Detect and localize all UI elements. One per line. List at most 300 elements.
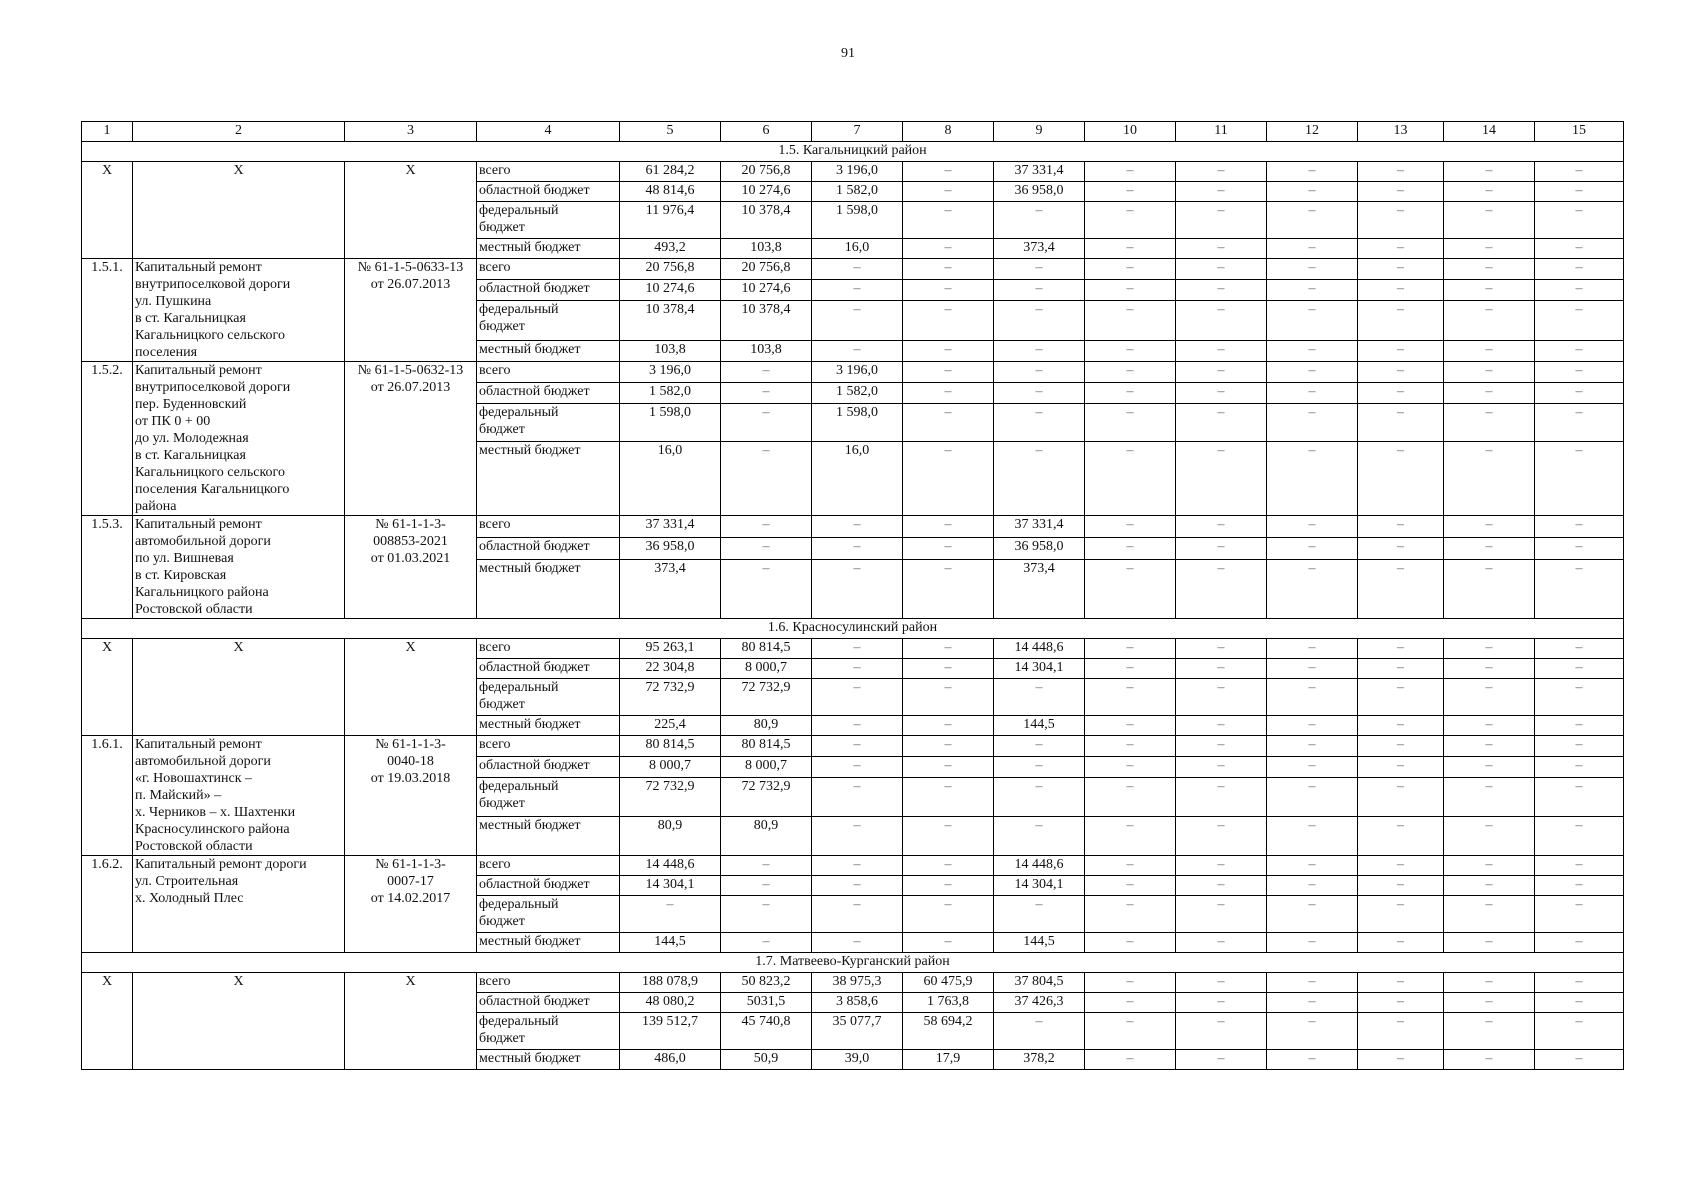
object-name: [133, 516, 345, 619]
amount-cell: 48 080,2: [620, 993, 721, 1013]
amount-cell: –: [903, 716, 994, 736]
amount-cell: –: [1176, 516, 1267, 538]
amount-cell: –: [1267, 736, 1358, 757]
cell-line: х. Черников – х. Шахтенки: [135, 805, 296, 820]
amount-cell: –: [1358, 973, 1444, 993]
amount-cell: –: [1176, 778, 1267, 817]
amount-cell: –: [1535, 280, 1624, 301]
document-number: [345, 162, 477, 259]
document-number: [345, 259, 477, 362]
amount-cell: –: [1176, 182, 1267, 202]
amount-cell: –: [1267, 537, 1358, 559]
amount-cell: –: [620, 896, 721, 933]
funding-source: [477, 679, 620, 716]
cell-line: от 14.02.2017: [370, 891, 451, 906]
table-row: [82, 973, 1624, 993]
amount-cell: –: [903, 537, 994, 559]
amount-cell: –: [1176, 537, 1267, 559]
amount-cell: 10 274,6: [620, 280, 721, 301]
cell-line: местный бюджет: [479, 1051, 581, 1066]
column-number-cell: 5: [620, 122, 721, 142]
funding-source: [477, 993, 620, 1013]
amount-cell: –: [903, 301, 994, 340]
amount-cell: –: [994, 301, 1085, 340]
amount-cell: –: [1085, 280, 1176, 301]
funding-source: [477, 817, 620, 856]
amount-cell: 11 976,4: [620, 202, 721, 239]
item-code: Х: [82, 639, 133, 736]
amount-cell: –: [1535, 736, 1624, 757]
amount-cell: –: [1444, 162, 1535, 182]
funding-source: [477, 403, 620, 442]
amount-cell: –: [1267, 778, 1358, 817]
amount-cell: –: [1535, 1050, 1624, 1070]
amount-cell: –: [1267, 239, 1358, 259]
amount-cell: 58 694,2: [903, 1013, 994, 1050]
amount-cell: –: [1085, 239, 1176, 259]
cell-line: № 61-1-1-3-: [375, 737, 446, 752]
amount-cell: 14 448,6: [994, 639, 1085, 659]
amount-cell: –: [1176, 973, 1267, 993]
amount-cell: –: [1267, 280, 1358, 301]
amount-cell: 80,9: [620, 817, 721, 856]
cell-line: областной бюджет: [479, 538, 590, 554]
amount-cell: –: [1444, 993, 1535, 1013]
cell-line: пер. Буденновский: [135, 397, 247, 412]
amount-cell: –: [1267, 679, 1358, 716]
cell-line: федеральный: [479, 1014, 559, 1029]
cell-line: бюджет: [479, 1031, 525, 1046]
amount-cell: –: [1267, 716, 1358, 736]
amount-cell: 20 756,8: [721, 259, 812, 280]
amount-cell: 1 598,0: [620, 403, 721, 442]
amount-cell: –: [1267, 856, 1358, 876]
amount-cell: –: [1085, 1013, 1176, 1050]
amount-cell: –: [903, 202, 994, 239]
amount-cell: 373,4: [620, 559, 721, 618]
amount-cell: –: [1535, 896, 1624, 933]
amount-cell: –: [1444, 202, 1535, 239]
funding-source: [477, 239, 620, 259]
amount-cell: –: [1444, 362, 1535, 383]
page-number: 91: [841, 46, 855, 61]
amount-cell: –: [1444, 403, 1535, 442]
amount-cell: –: [1535, 537, 1624, 559]
cell-line: областной бюджет: [479, 183, 590, 198]
amount-cell: –: [721, 537, 812, 559]
amount-cell: –: [1267, 362, 1358, 383]
amount-cell: –: [721, 362, 812, 383]
amount-cell: –: [1358, 817, 1444, 856]
amount-cell: –: [721, 896, 812, 933]
funding-source: [477, 202, 620, 239]
amount-cell: –: [1535, 639, 1624, 659]
amount-cell: 37 331,4: [620, 516, 721, 538]
amount-cell: –: [812, 679, 903, 716]
amount-cell: –: [1085, 537, 1176, 559]
amount-cell: 37 331,4: [994, 516, 1085, 538]
amount-cell: –: [1085, 896, 1176, 933]
amount-cell: 14 304,1: [994, 876, 1085, 896]
column-number-cell: 2: [133, 122, 345, 142]
amount-cell: –: [903, 639, 994, 659]
amount-cell: 45 740,8: [721, 1013, 812, 1050]
object-name: [133, 736, 345, 856]
cell-line: от 26.07.2013: [370, 380, 451, 395]
amount-cell: –: [1176, 259, 1267, 280]
cell-line: областной бюджет: [479, 383, 590, 399]
cell-line: № 61-1-5-0632-13: [357, 363, 464, 378]
cell-line: внутрипоселковой дороги: [135, 380, 291, 395]
amount-cell: –: [903, 933, 994, 953]
amount-cell: –: [1358, 403, 1444, 442]
amount-cell: –: [721, 382, 812, 403]
amount-cell: –: [1444, 239, 1535, 259]
amount-cell: –: [1535, 1013, 1624, 1050]
funding-source: [477, 659, 620, 679]
amount-cell: –: [1085, 716, 1176, 736]
amount-cell: –: [1267, 1013, 1358, 1050]
amount-cell: –: [1535, 778, 1624, 817]
amount-cell: –: [1444, 659, 1535, 679]
column-number-cell: 7: [812, 122, 903, 142]
funding-source: [477, 340, 620, 361]
amount-cell: –: [1535, 933, 1624, 953]
amount-cell: –: [1267, 403, 1358, 442]
cell-line: х. Холодный Плес: [135, 891, 244, 906]
amount-cell: 1 598,0: [812, 403, 903, 442]
amount-cell: –: [1176, 1050, 1267, 1070]
object-name: [133, 639, 345, 736]
amount-cell: –: [1358, 856, 1444, 876]
amount-cell: –: [903, 340, 994, 361]
amount-cell: –: [812, 559, 903, 618]
amount-cell: 37 331,4: [994, 162, 1085, 182]
amount-cell: –: [1267, 162, 1358, 182]
amount-cell: –: [1085, 259, 1176, 280]
amount-cell: –: [1444, 973, 1535, 993]
cell-line: бюджет: [479, 421, 525, 437]
cell-line: бюджет: [479, 697, 525, 712]
amount-cell: 95 263,1: [620, 639, 721, 659]
amount-cell: –: [994, 736, 1085, 757]
amount-cell: –: [1085, 973, 1176, 993]
amount-cell: 17,9: [903, 1050, 994, 1070]
amount-cell: –: [812, 516, 903, 538]
funding-source: [477, 896, 620, 933]
amount-cell: –: [1085, 442, 1176, 516]
amount-cell: –: [994, 778, 1085, 817]
amount-cell: –: [1444, 182, 1535, 202]
object-name: [133, 362, 345, 516]
amount-cell: –: [1085, 382, 1176, 403]
object-name: [133, 162, 345, 259]
document-number: [345, 362, 477, 516]
cell-line: Х: [405, 163, 416, 178]
funding-source: [477, 280, 620, 301]
amount-cell: –: [1358, 182, 1444, 202]
column-number-cell: 1: [82, 122, 133, 142]
table-row: [82, 362, 1624, 383]
object-name: [133, 259, 345, 362]
amount-cell: –: [1267, 933, 1358, 953]
cell-line: «г. Новошахтинск –: [135, 771, 253, 786]
amount-cell: –: [1535, 559, 1624, 618]
amount-cell: –: [1358, 896, 1444, 933]
cell-line: поселения: [135, 345, 198, 360]
amount-cell: 48 814,6: [620, 182, 721, 202]
table-row: [82, 162, 1624, 182]
amount-cell: –: [1085, 182, 1176, 202]
amount-cell: 144,5: [994, 933, 1085, 953]
amount-cell: –: [1358, 239, 1444, 259]
cell-line: района: [135, 499, 177, 514]
cell-line: в ст. Кировская: [135, 568, 227, 583]
item-code: 1.5.2.: [82, 362, 133, 516]
cell-line: Кагальницкого сельского: [135, 465, 285, 480]
amount-cell: –: [1535, 162, 1624, 182]
amount-cell: –: [1085, 659, 1176, 679]
amount-cell: 486,0: [620, 1050, 721, 1070]
amount-cell: –: [1358, 162, 1444, 182]
funding-source: [477, 757, 620, 778]
funding-source: [477, 442, 620, 516]
cell-line: бюджет: [479, 796, 525, 812]
amount-cell: 103,8: [620, 340, 721, 361]
amount-cell: –: [903, 382, 994, 403]
column-number-cell: 6: [721, 122, 812, 142]
column-number-row: [82, 122, 1624, 142]
column-number-cell: 15: [1535, 122, 1624, 142]
amount-cell: 493,2: [620, 239, 721, 259]
cell-line: местный бюджет: [479, 717, 581, 732]
amount-cell: 225,4: [620, 716, 721, 736]
amount-cell: –: [1535, 442, 1624, 516]
amount-cell: –: [994, 757, 1085, 778]
cell-line: бюджет: [479, 914, 525, 929]
amount-cell: –: [1444, 442, 1535, 516]
cell-line: федеральный: [479, 779, 559, 795]
amount-cell: –: [1267, 182, 1358, 202]
amount-cell: –: [1358, 736, 1444, 757]
amount-cell: 20 756,8: [721, 162, 812, 182]
amount-cell: 373,4: [994, 559, 1085, 618]
cell-line: Х: [405, 640, 416, 655]
amount-cell: –: [1267, 516, 1358, 538]
amount-cell: –: [1085, 162, 1176, 182]
amount-cell: 103,8: [721, 239, 812, 259]
cell-line: всего: [479, 517, 511, 532]
amount-cell: –: [1176, 162, 1267, 182]
cell-line: Х: [405, 974, 416, 989]
amount-cell: –: [1176, 993, 1267, 1013]
amount-cell: –: [1085, 736, 1176, 757]
cell-line: п. Майский» –: [135, 788, 222, 803]
amount-cell: 1 582,0: [812, 182, 903, 202]
cell-line: № 61-1-5-0633-13: [357, 260, 464, 275]
amount-cell: –: [1535, 757, 1624, 778]
amount-cell: 36 958,0: [994, 182, 1085, 202]
cell-line: всего: [479, 260, 511, 275]
amount-cell: –: [812, 259, 903, 280]
amount-cell: –: [721, 403, 812, 442]
amount-cell: –: [1444, 736, 1535, 757]
amount-cell: –: [1176, 817, 1267, 856]
amount-cell: –: [1085, 559, 1176, 618]
amount-cell: –: [1444, 933, 1535, 953]
funding-source: [477, 736, 620, 757]
amount-cell: –: [721, 516, 812, 538]
section-title: 1.6. Красносулинский район: [82, 619, 1624, 639]
cell-line: областной бюджет: [479, 877, 590, 892]
item-code: 1.6.2.: [82, 856, 133, 953]
amount-cell: –: [1267, 301, 1358, 340]
amount-cell: 3 858,6: [812, 993, 903, 1013]
amount-cell: –: [1085, 876, 1176, 896]
cell-line: областной бюджет: [479, 758, 590, 774]
amount-cell: 80 814,5: [620, 736, 721, 757]
amount-cell: –: [1358, 679, 1444, 716]
cell-line: Капитальный ремонт: [135, 260, 262, 275]
amount-cell: –: [994, 817, 1085, 856]
amount-cell: 3 196,0: [812, 162, 903, 182]
amount-cell: 1 582,0: [620, 382, 721, 403]
amount-cell: –: [1267, 559, 1358, 618]
amount-cell: –: [1444, 280, 1535, 301]
amount-cell: –: [1535, 993, 1624, 1013]
amount-cell: 61 284,2: [620, 162, 721, 182]
amount-cell: 8 000,7: [620, 757, 721, 778]
amount-cell: –: [1535, 817, 1624, 856]
amount-cell: –: [1444, 817, 1535, 856]
cell-line: местный бюджет: [479, 443, 581, 459]
amount-cell: –: [1444, 876, 1535, 896]
amount-cell: 3 196,0: [620, 362, 721, 383]
amount-cell: –: [1267, 817, 1358, 856]
amount-cell: –: [1267, 340, 1358, 361]
column-number-cell: 8: [903, 122, 994, 142]
amount-cell: 144,5: [994, 716, 1085, 736]
cell-line: 0040-18: [387, 754, 434, 769]
cell-line: Х: [233, 640, 244, 655]
funding-source: [477, 537, 620, 559]
amount-cell: –: [903, 679, 994, 716]
amount-cell: –: [1267, 993, 1358, 1013]
amount-cell: –: [994, 442, 1085, 516]
amount-cell: –: [1267, 896, 1358, 933]
table-row: [82, 856, 1624, 876]
item-code: Х: [82, 973, 133, 1070]
cell-line: № 61-1-1-3-: [375, 857, 446, 872]
cell-line: до ул. Молодежная: [135, 431, 249, 446]
cell-line: от 19.03.2018: [370, 771, 451, 786]
column-number-cell: 10: [1085, 122, 1176, 142]
cell-line: в ст. Кагальницкая: [135, 448, 246, 463]
amount-cell: –: [1085, 993, 1176, 1013]
amount-cell: –: [1267, 973, 1358, 993]
amount-cell: –: [903, 659, 994, 679]
amount-cell: –: [1444, 1050, 1535, 1070]
amount-cell: 1 763,8: [903, 993, 994, 1013]
cell-line: всего: [479, 857, 511, 872]
amount-cell: –: [1176, 856, 1267, 876]
amount-cell: 14 304,1: [994, 659, 1085, 679]
column-number-cell: 4: [477, 122, 620, 142]
amount-cell: –: [1085, 639, 1176, 659]
amount-cell: –: [1358, 659, 1444, 679]
cell-line: 008853-2021: [373, 534, 448, 549]
amount-cell: –: [1358, 639, 1444, 659]
amount-cell: 80,9: [721, 716, 812, 736]
funding-source: [477, 639, 620, 659]
amount-cell: –: [1176, 933, 1267, 953]
amount-cell: –: [1267, 1050, 1358, 1070]
amount-cell: –: [1358, 202, 1444, 239]
document-number: [345, 856, 477, 953]
amount-cell: 14 448,6: [994, 856, 1085, 876]
amount-cell: –: [1085, 757, 1176, 778]
amount-cell: –: [903, 182, 994, 202]
cell-line: областной бюджет: [479, 281, 590, 297]
amount-cell: –: [903, 778, 994, 817]
amount-cell: –: [1176, 340, 1267, 361]
amount-cell: –: [1358, 716, 1444, 736]
amount-cell: –: [1267, 876, 1358, 896]
amount-cell: –: [903, 239, 994, 259]
table-row: [82, 736, 1624, 757]
amount-cell: –: [1444, 856, 1535, 876]
object-name: [133, 856, 345, 953]
amount-cell: –: [812, 778, 903, 817]
amount-cell: –: [994, 679, 1085, 716]
amount-cell: –: [994, 403, 1085, 442]
amount-cell: –: [903, 896, 994, 933]
cell-line: в ст. Кагальницкая: [135, 311, 246, 326]
amount-cell: 80 814,5: [721, 736, 812, 757]
amount-cell: 373,4: [994, 239, 1085, 259]
amount-cell: –: [1444, 301, 1535, 340]
amount-cell: –: [1444, 340, 1535, 361]
amount-cell: 8 000,7: [721, 659, 812, 679]
amount-cell: 188 078,9: [620, 973, 721, 993]
amount-cell: –: [1444, 757, 1535, 778]
amount-cell: 38 975,3: [812, 973, 903, 993]
cell-line: федеральный: [479, 680, 559, 695]
amount-cell: –: [903, 162, 994, 182]
amount-cell: 72 732,9: [721, 679, 812, 716]
amount-cell: –: [1535, 403, 1624, 442]
document-number: [345, 639, 477, 736]
item-code: 1.5.1.: [82, 259, 133, 362]
amount-cell: –: [1444, 639, 1535, 659]
amount-cell: –: [1444, 516, 1535, 538]
amount-cell: –: [1535, 973, 1624, 993]
amount-cell: –: [1085, 340, 1176, 361]
amount-cell: 72 732,9: [620, 778, 721, 817]
funding-source: [477, 382, 620, 403]
amount-cell: –: [1535, 301, 1624, 340]
amount-cell: –: [1176, 757, 1267, 778]
amount-cell: –: [1535, 382, 1624, 403]
amount-cell: –: [994, 1013, 1085, 1050]
cell-line: ул. Пушкина: [135, 294, 212, 309]
amount-cell: –: [1358, 933, 1444, 953]
amount-cell: –: [1444, 716, 1535, 736]
cell-line: Капитальный ремонт: [135, 737, 262, 752]
cell-line: 0007-17: [387, 874, 434, 889]
item-code: Х: [82, 162, 133, 259]
amount-cell: –: [1267, 442, 1358, 516]
